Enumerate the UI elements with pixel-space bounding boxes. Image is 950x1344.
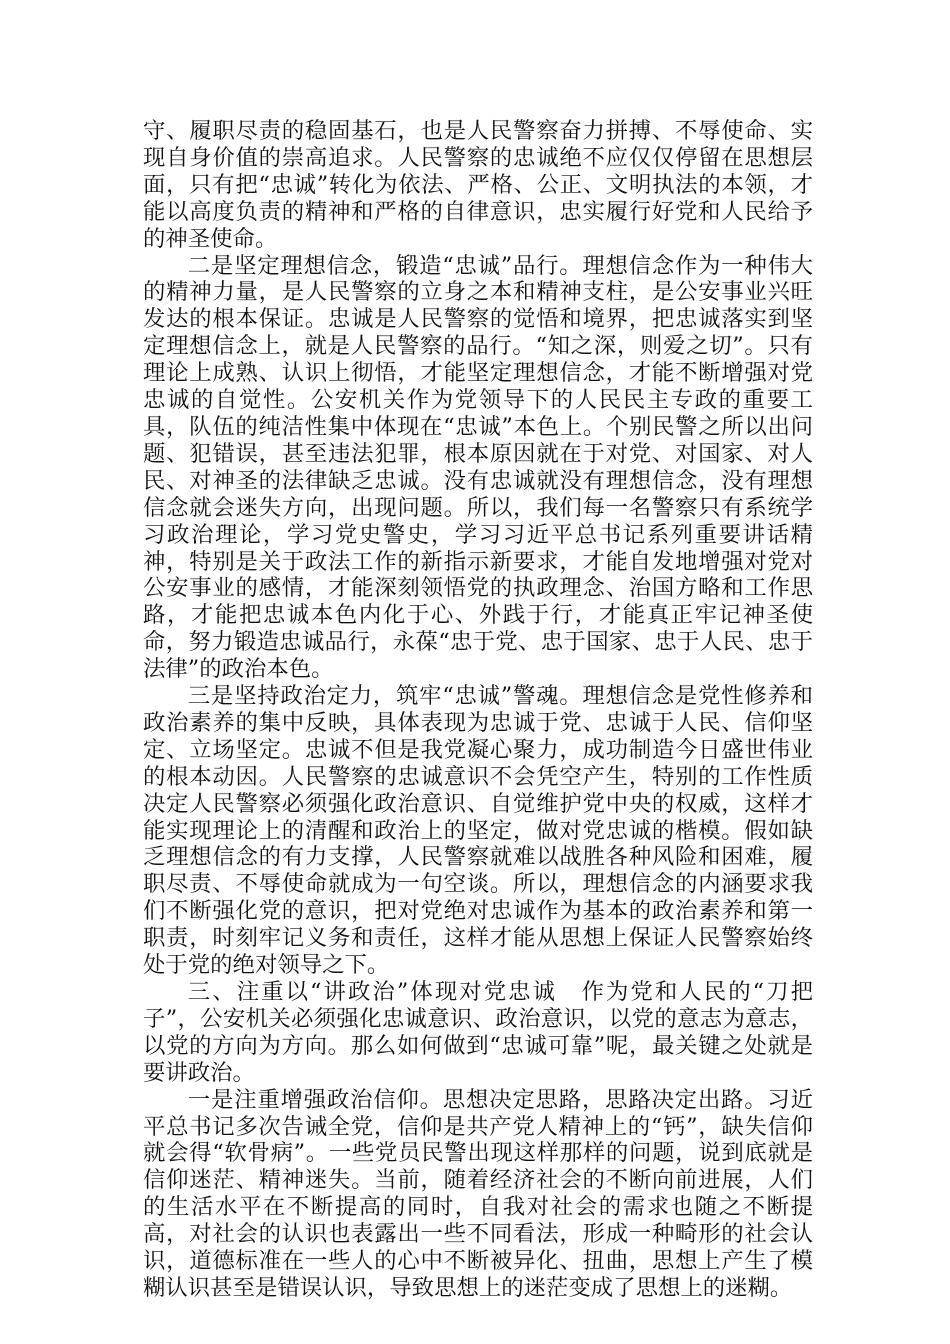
document-page (143, 118, 813, 1302)
paragraph-continued: 守、履职尽责的稳固基石，也是人民警察奋力拼搏、不辱使命、实现自身价值的崇高追求。人民警察的忠诚绝不应仅仅停留在思想层面，只有把“忠诚”转化为依法、严格、公正、文明执法的本领，才能以高度负责的精神和严格的自律意识，忠实履行好党和人民给予的神圣使命。 (143, 118, 813, 252)
paragraph-political-belief: 一是注重增强政治信仰。思想决定思路，思路决定出路。习近平总书记多次告诫全党，信仰是共产党人精神上的“钙”，缺失信仰就会得“软骨病”。一些党员民警出现这样那样的问题，说到底就是信仰迷茫、精神迷失。当前，随着经济社会的不断向前进展，人们的生活水平在不断提高的同时，自我对社会的需求也随之不断提高，对社会的认识也表露出一些不同看法，形成一种畸形的社会认识，道德标准在一些人的心中不断被异化、扭曲，思想上产生了模糊认识甚至是错误认识，导致思想上的迷茫变成了思想上的迷糊。 (143, 1086, 813, 1301)
section-heading-paragraph: 三、注重以“讲政治”体现对党忠诚 作为党和人民的“刀把子”，公安机关必须强化忠诚意识、政治意识，以党的意志为意志，以党的方向为方向。那么如何做到“忠诚可靠”呢，最关键之处就是要讲政治。 (143, 979, 813, 1086)
paragraph-ideals-faith: 二是坚定理想信念，锻造“忠诚”品行。理想信念作为一种伟大的精神力量，是人民警察的立身之本和精神支柱，是公安事业兴旺发达的根本保证。忠诚是人民警察的觉悟和境界，把忠诚落实到坚定理想信念上，就是人民警察的品行。“知之深，则爱之切”。只有理论上成熟、认识上彻悟，才能坚定理想信念，才能不断增强对党忠诚的自觉性。公安机关作为党领导下的人民民主专政的重要工具，队伍的纯洁性集中体现在“忠诚”本色上。个别民警之所以出问题、犯错误，甚至违法犯罪，根本原因就在于对党、对国家、对人民、对神圣的法律缺乏忠诚。没有忠诚就没有理想信念，没有理想信念就会迷失方向，出现问题。所以，我们每一名警察只有系统学习政治理论，学习党史警史，学习习近平总书记系列重要讲话精神，特别是关于政法工作的新指示新要求，才能自发地增强对党对公安事业的感情，才能深刻领悟党的执政理念、治国方略和工作思路，才能把忠诚本色内化于心、外践于行，才能真正牢记神圣使命，努力锻造忠诚品行，永葆“忠于党、忠于国家、忠于人民、忠于法律”的政治本色。 (143, 252, 813, 683)
paragraph-political-resolve: 三是坚持政治定力，筑牢“忠诚”警魂。理想信念是党性修养和政治素养的集中反映，具体表现为忠诚于党、忠诚于人民、信仰坚定、立场坚定。忠诚不但是我党凝心聚力，成功制造今日盛世伟业的根本动因。人民警察的忠诚意识不会凭空产生，特别的工作性质决定人民警察必须强化政治意识、自觉维护党中央的权威，这样才能实现理论上的清醒和政治上的坚定，做对党忠诚的楷模。假如缺乏理想信念的有力支撑，人民警察就难以战胜各种风险和困难，履职尽责、不辱使命就成为一句空谈。所以，理想信念的内涵要求我们不断强化党的意识，把对党绝对忠诚作为基本的政治素养和第一职责，时刻牢记义务和责任，这样才能从思想上保证人民警察始终处于党的绝对领导之下。 (143, 683, 813, 979)
